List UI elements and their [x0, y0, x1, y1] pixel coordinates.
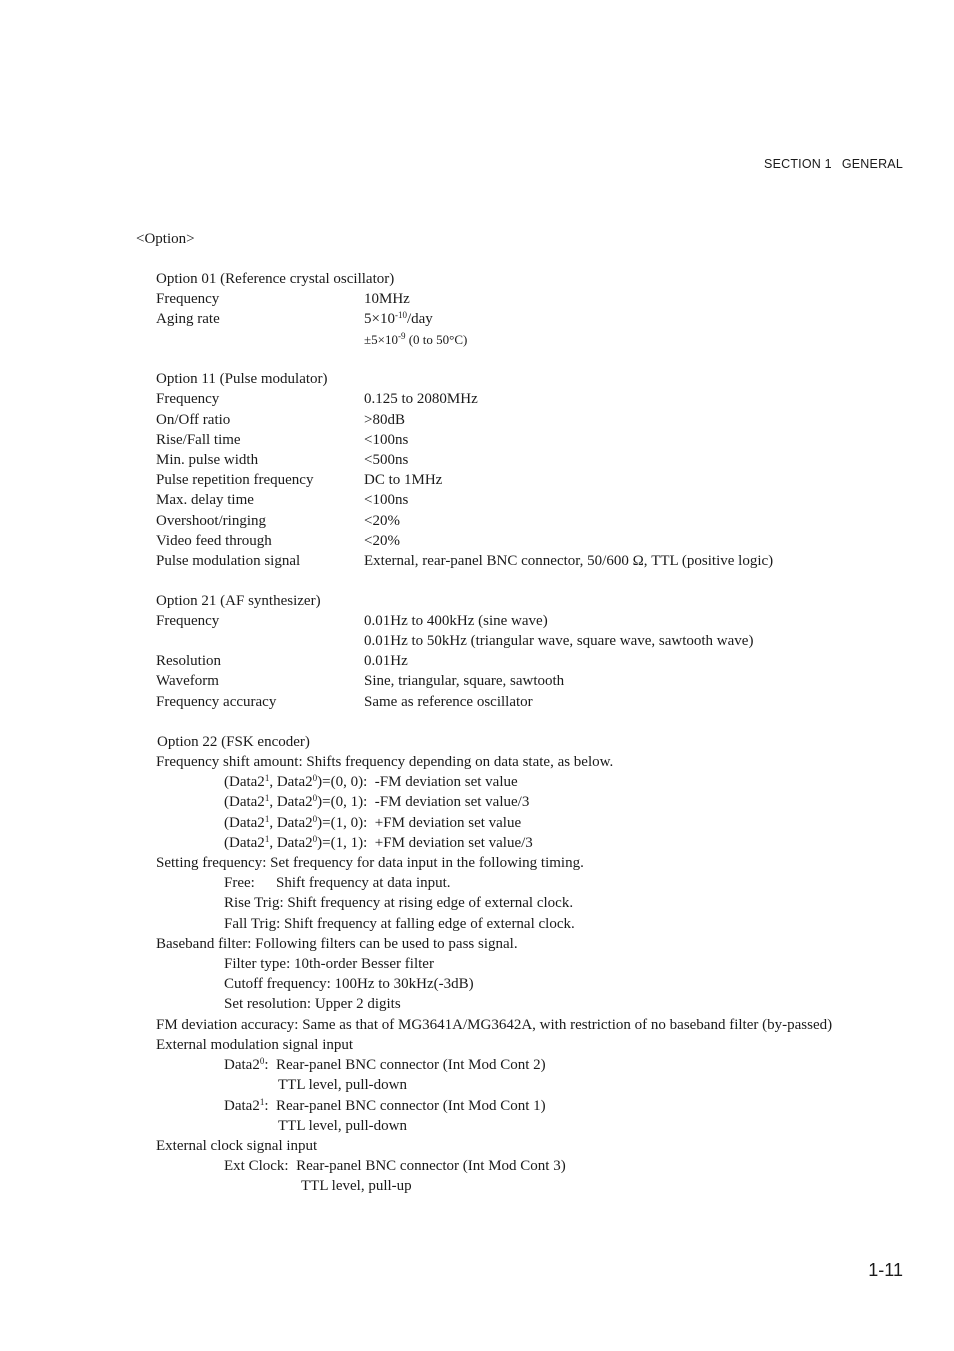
option-22-title: Option 22 (FSK encoder): [157, 734, 310, 750]
spec-label: Frequency: [156, 391, 220, 407]
baseband-filter-line: Baseband filter: Following filters can be used to pass signal.: [156, 936, 518, 952]
section-number: SECTION 1: [764, 157, 832, 171]
data-state-line: ($Data2^1$, $Data2^0)=(1$, 1): +FM deviation set value/3: [224, 834, 533, 851]
ttl-pull-down-line: TTL level, pull-down: [278, 1077, 407, 1093]
spec-value: <20%: [364, 513, 400, 529]
ext-clock-label: Ext Clock: Rear-panel BNC connector (Int Mod Cont 3): [224, 1158, 566, 1174]
ttl-pull-up-line: TTL level, pull-up: [301, 1178, 412, 1194]
spec-value: 0.01Hz to 400kHz (sine wave): [364, 613, 548, 629]
spec-value: 0.125 to 2080MHz: [364, 391, 478, 407]
ttl-pull-down-line: TTL level, pull-down: [278, 1118, 407, 1134]
spec-label: Aging rate: [156, 311, 220, 327]
spec-value: <100ns: [364, 492, 409, 508]
fm-deviation-accuracy-line: FM deviation accuracy: Same as that of MG3641A/MG3642A, with restriction of no baseband filter (by-passed): [156, 1017, 833, 1033]
cutoff-frequency-line: Cutoff frequency: 100Hz to 30kHz(-3dB): [224, 976, 474, 992]
spec-label: Resolution: [156, 653, 222, 669]
spec-label: On/Off ratio: [156, 412, 231, 428]
free-text: Shift frequency at data input.: [276, 875, 451, 891]
spec-value: <500ns: [364, 452, 409, 468]
spec-label: Frequency: [156, 291, 220, 307]
spec-label: Min. pulse width: [156, 452, 259, 468]
spec-label: Max. delay time: [156, 492, 254, 508]
spec-label: Overshoot/ringing: [156, 513, 266, 529]
page-number: 1-11: [868, 1260, 903, 1280]
option-heading: <Option>: [136, 231, 195, 247]
data20-line: $Data2^0$: Rear-panel BNC connector (Int Mod Cont 2): [224, 1056, 546, 1073]
aging-rate-note: $\pm 5\times 10^{-9}$ (0 to 50°C): [364, 331, 468, 347]
spec-value: 10MHz: [364, 291, 410, 307]
rise-trig-line: Rise Trig: Shift frequency at rising edge of external clock.: [224, 895, 574, 911]
filter-type-line: Filter type: 10th-order Besser filter: [224, 956, 434, 972]
external-modulation-line: External modulation signal input: [156, 1037, 354, 1053]
data-state-line: ($Data2^1$, $Data2^0)=(0$, 1): -FM deviation set value/3: [224, 793, 530, 810]
option-11-title: Option 11 (Pulse modulator): [156, 371, 328, 387]
spec-label: Waveform: [156, 673, 219, 689]
external-clock-line: External clock signal input: [156, 1138, 318, 1154]
spec-value: >80dB: [364, 412, 405, 428]
data-state-line: ($Data2^1$, $Data2^0)=(1$, 0): +FM deviation set value: [224, 814, 522, 831]
spec-value: Same as reference oscillator: [364, 694, 533, 710]
spec-label: Rise/Fall time: [156, 432, 241, 448]
spec-value: 0.01Hz: [364, 653, 408, 669]
fall-trig-line: Fall Trig: Shift frequency at falling edge of external clock.: [224, 916, 575, 932]
spec-label: Frequency accuracy: [156, 694, 277, 710]
spec-label: Pulse modulation signal: [156, 553, 301, 569]
spec-label: Frequency: [156, 613, 220, 629]
setting-frequency-line: Setting frequency: Set frequency for data input in the following timing.: [156, 855, 584, 871]
option-01-title: Option 01 (Reference crystal oscillator): [156, 271, 395, 287]
spec-label: Pulse repetition frequency: [156, 472, 314, 488]
spec-value: <100ns: [364, 432, 409, 448]
spec-value: 0.01Hz to 50kHz (triangular wave, square wave, sawtooth wave): [364, 633, 754, 649]
section-title: GENERAL: [841, 157, 903, 171]
spec-value: $5\times 10^{-10}$/day: [364, 310, 433, 327]
spec-value: Sine, triangular, square, sawtooth: [364, 673, 565, 689]
frequency-shift-line: Frequency shift amount: Shifts frequency depending on data state, as below.: [156, 754, 614, 770]
running-header: [764, 157, 903, 171]
data-state-line: ($Data2^1$, $Data2^0)=(0$, 0): -FM deviation set value: [224, 773, 518, 790]
data21-line: $Data2^1$: Rear-panel BNC connector (Int Mod Cont 1): [224, 1097, 546, 1114]
free-label: Free:: [224, 875, 255, 891]
spec-value: DC to 1MHz: [364, 472, 443, 488]
spec-label: Video feed through: [156, 533, 272, 549]
spec-value: External, rear-panel BNC connector, 50/600 Ω, TTL (positive logic): [364, 553, 774, 569]
set-resolution-line: Set resolution: Upper 2 digits: [224, 996, 401, 1012]
option-21-title: Option 21 (AF synthesizer): [156, 593, 321, 609]
spec-value: <20%: [364, 533, 400, 549]
